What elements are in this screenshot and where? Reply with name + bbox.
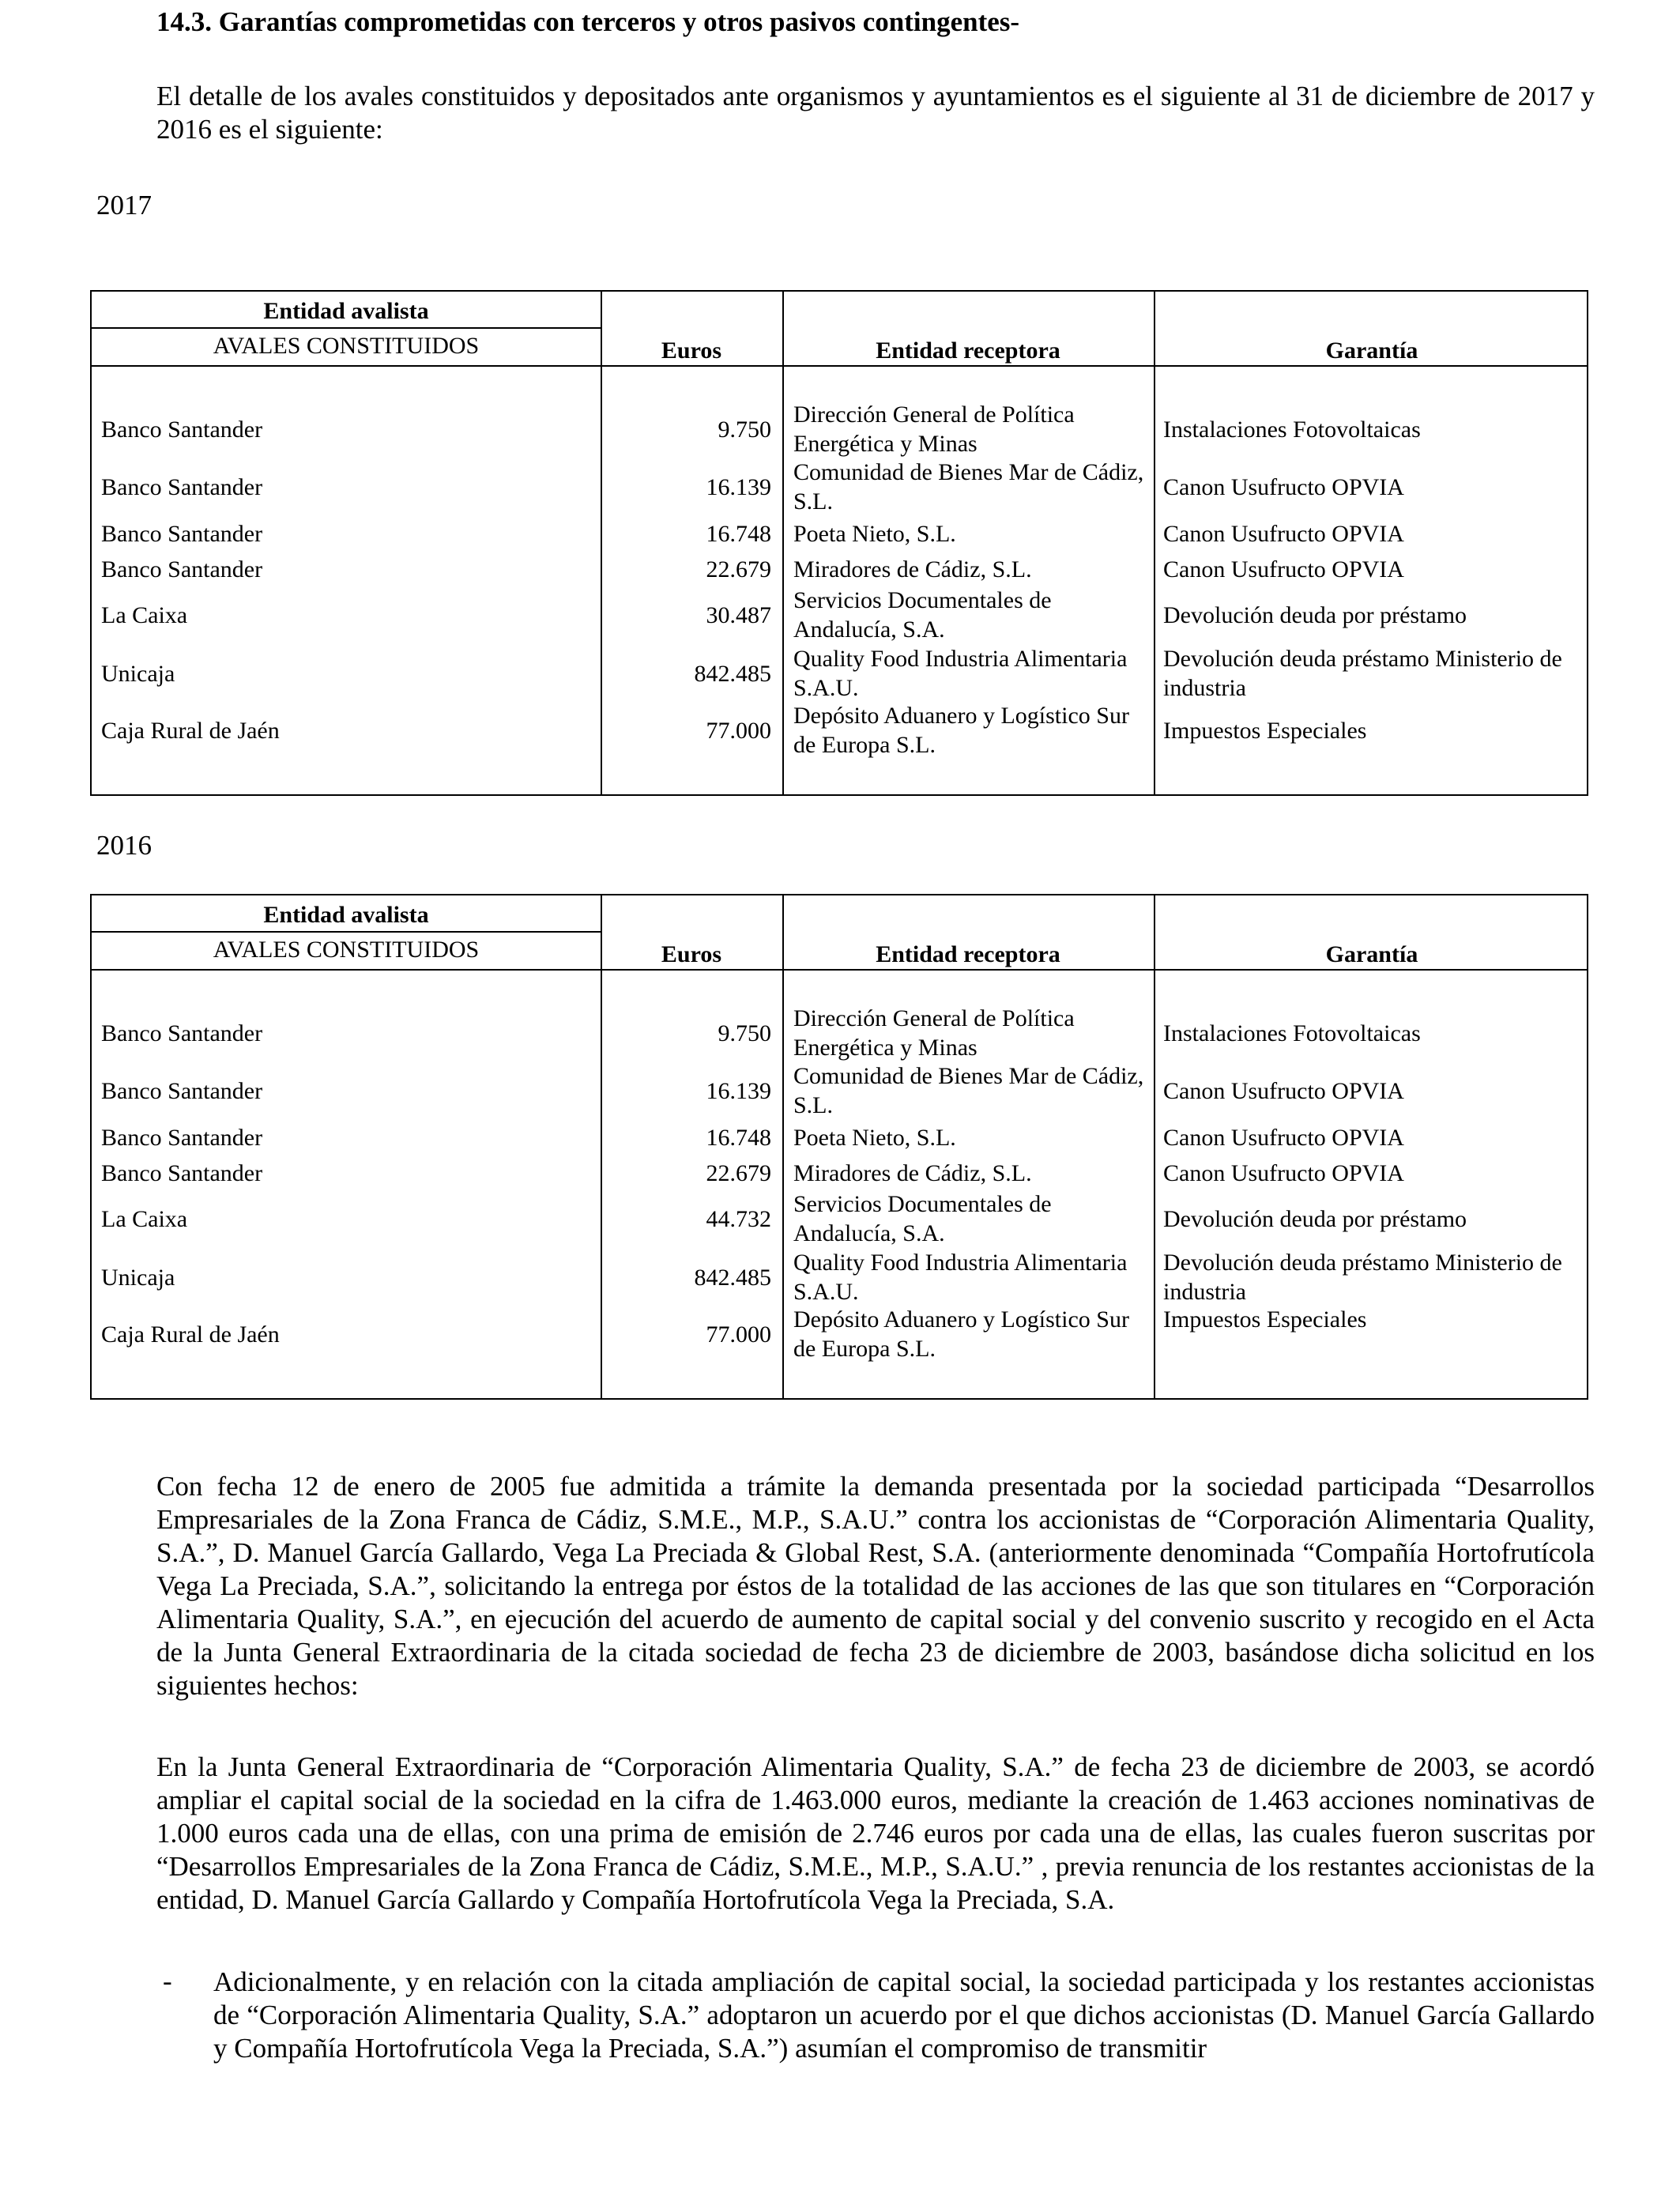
guarantees-table-2016: Entidad avalista AVALES CONSTITUIDOS Euros Entidad receptora Garantía Banco Santander 9.750 Dirección General de Política Energética y Minas Instalaciones Fotovoltaicas Banco Santander 16.139 Comunidad de Bienes Mar de Cádiz, S.L. Canon Usufructo OPVIA Banco Santander 16.748 Poeta Nieto, S.L. Canon Usufructo OPVIA Banco Santander 22.679 Miradores de Cádiz, S.L. Canon Usufructo OPVIA La Caixa 44.732 Servicios Documentales de Andalucía, S.A. Devolución deuda por préstamo Unicaja 842.485 Quality Food Industria Alimentaria S.A.U. Devolución deuda préstamo Ministerio de industria Caja Rural de Jaén 77.000 Depósito Aduanero y Logístico Sur de Europa S.L. Impuestos Especiales [90,894,1588,1400]
header-euros: Euros [661,337,722,364]
header-euros: Euros [661,941,722,967]
header-avales-constituidos: AVALES CONSTITUIDOS [213,937,480,963]
bullet-marker: - [163,1966,172,1996]
header-entidad-receptora: Entidad receptora [876,337,1060,364]
paragraph-demanda: Con fecha 12 de enero de 2005 fue admitida a trámite la demanda presentada por la sociedad participada “Desarrollos Empresariales de la Zona Franca de Cádiz, S.M.E., M.P., S.A.U.” contra los accionistas de “Corporación Alimentaria Quality, S.A.”, D. Manuel García Gallardo, Vega La Preciada & Global Rest, S.A. (anteriormente denominada “Compañía Hortofrutícola Vega La Preciada, S.A.”, solicitando la entrega por éstos de la totalidad de las acciones de las que son titulares en “Corporación Alimentaria Quality, S.A.”, en ejecución del acuerdo de aumento de capital social y del convenio suscrito y recogido en el Acta de la Junta General Extraordinaria de la citada sociedad de fecha 23 de diciembre de 2003, basándose dicha solicitud en los siguientes hechos: [156,1471,1595,1701]
year-label-2017: 2017 [96,190,152,221]
header-garantia: Garantía [1325,941,1418,967]
year-label-2016: 2016 [96,830,152,861]
guarantees-table-2017: Entidad avalista AVALES CONSTITUIDOS Euros Entidad receptora Garantía Banco Santander 9.750 Dirección General de Política Energética y Minas Instalaciones Fotovoltaicas Banco Santander 16.139 Comunidad de Bienes Mar de Cádiz, S.L. Canon Usufructo OPVIA Banco Santander 16.748 Poeta Nieto, S.L. Canon Usufructo OPVIA Banco Santander 22.679 Miradores de Cádiz, S.L. Canon Usufructo OPVIA La Caixa 30.487 Servicios Documentales de Andalucía, S.A. Devolución deuda por préstamo Unicaja 842.485 Quality Food Industria Alimentaria S.A.U. Devolución deuda préstamo Ministerio de industria Caja Rural de Jaén 77.000 Depósito Aduanero y Logístico Sur de Europa S.L. Impuestos Especiales [90,290,1588,796]
header-avales-constituidos: AVALES CONSTITUIDOS [213,333,480,359]
header-entidad-avalista: Entidad avalista [263,298,429,324]
header-entidad-receptora: Entidad receptora [876,941,1060,967]
section-title: 14.3. Garantías comprometidas con terceros y otros pasivos contingentes- [156,6,1020,37]
header-garantia: Garantía [1325,337,1418,364]
paragraph-junta-general: En la Junta General Extraordinaria de “Corporación Alimentaria Quality, S.A.” de fecha 23 de diciembre de 2003, se acordó ampliar el capital social de la sociedad en la cifra de 1.463.000 euros, mediante la creación de 1.463 acciones nominativas de 1.000 euros cada una de ellas, con una prima de emisión de 2.746 euros por cada una de ellas, las cuales fueron suscritas por “Desarrollos Empresariales de la Zona Franca de Cádiz, S.M.E., M.P., S.A.U.” , previa renuncia de los restantes accionistas de la entidad, D. Manuel García Gallardo y Compañía Hortofrutícola Vega la Preciada, S.A. [156,1751,1595,1915]
bullet-paragraph: Adicionalmente, y en relación con la citada ampliación de capital social, la sociedad participada y los restantes accionistas de “Corporación Alimentaria Quality, S.A.” adoptaron un acuerdo por el que dichos accionistas (D. Manuel García Gallardo y Compañía Hortofrutícola Vega la Preciada, S.A.”) asumían el compromiso de transmitir [213,1966,1595,2064]
header-entidad-avalista: Entidad avalista [263,902,429,928]
intro-paragraph: El detalle de los avales constituidos y depositados ante organismos y ayuntamientos es el siguiente al 31 de diciembre de 2017 y 2016 es el siguiente: [156,81,1595,145]
